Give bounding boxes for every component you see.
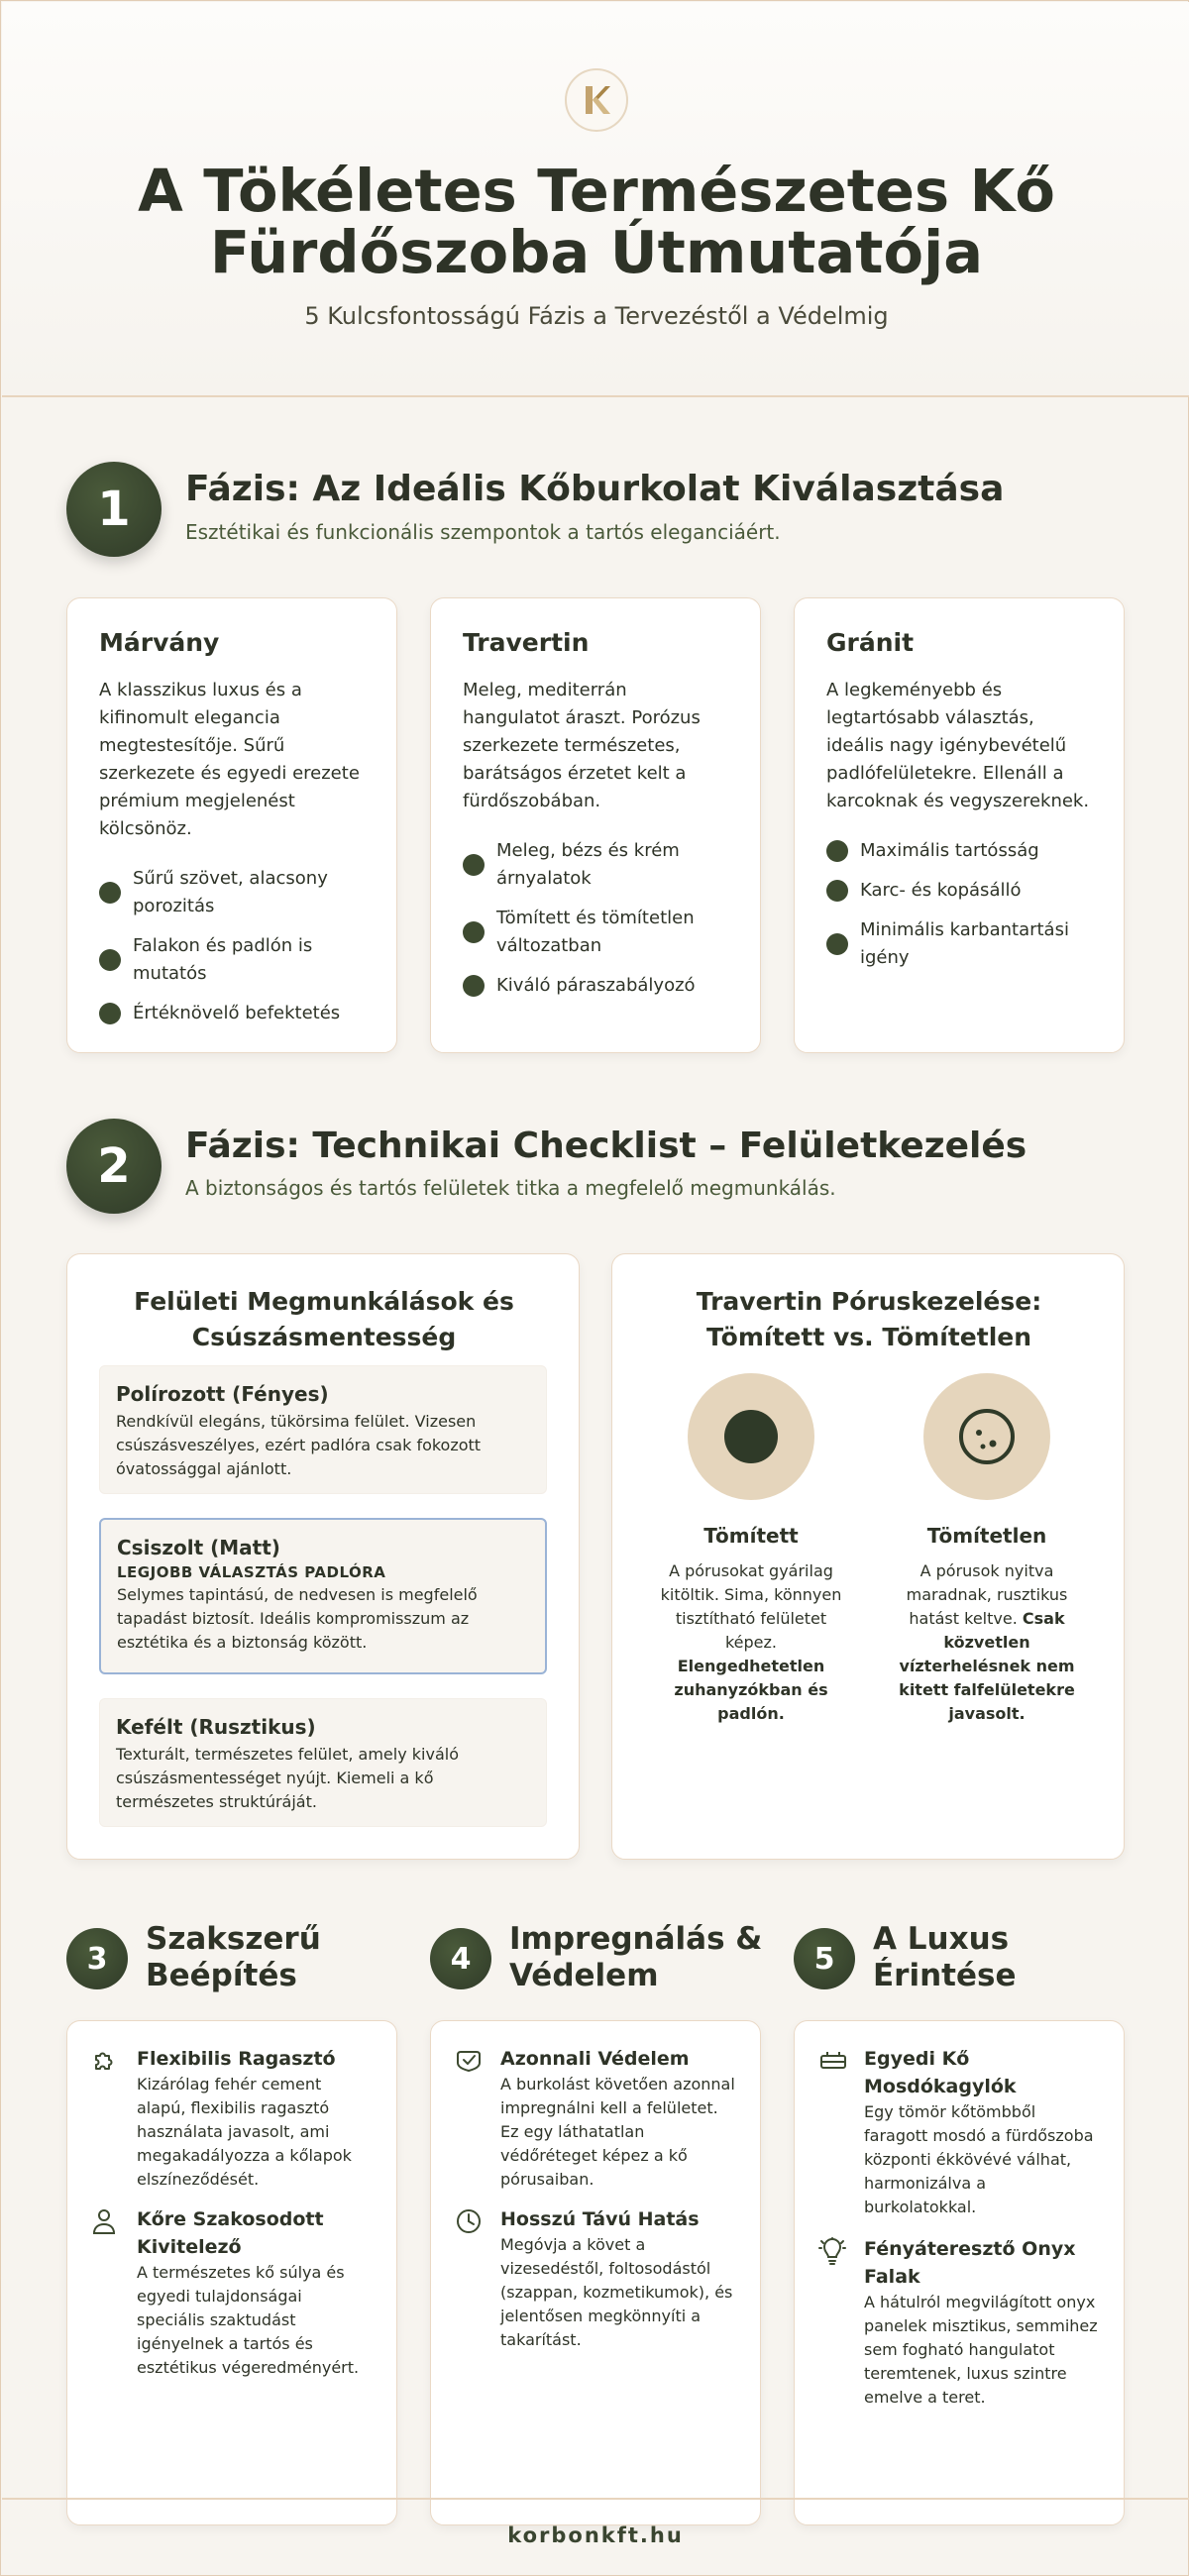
surface-finish-card — [66, 1253, 580, 1860]
phase4-title — [509, 1921, 762, 1994]
phase2-subtitle: A biztonságos és tartós felületek titka a megfelelő megmunkálás. — [185, 1176, 836, 1200]
finish-desc: Texturált, természetes felület, amely kiváló csúszásmentességet nyújt. Kiemeli a kő természetes struktúráját. — [116, 1745, 459, 1811]
pore-unsealed-desc — [888, 1559, 1086, 1726]
stone-card-title: Travertin — [463, 628, 590, 657]
finish-option-polished — [99, 1365, 547, 1494]
phase3-title — [146, 1921, 321, 1994]
lightbulb-icon — [818, 2235, 850, 2410]
surface-finish-title — [87, 1284, 561, 1355]
finish-desc: Rendkívül elegáns, tükörsima felület. Vizesen csúszásveszélyes, ezért padlóra csak fokozott óvatossággal ajánlott. — [116, 1412, 482, 1478]
pore-sealed-desc-bold: Elengedhetetlen zuhanyzókban és padlón. — [674, 1657, 828, 1723]
phase2-title: Fázis: Technikai Checklist – Felületkezelés — [185, 1126, 1027, 1166]
item-title: Flexibilis Ragasztó — [137, 2048, 336, 2070]
phase5-card — [794, 2020, 1125, 2525]
item-title: Hosszú Távú Hatás — [500, 2208, 700, 2230]
feature-text: Sűrű szövet, alacsony porozitás — [133, 868, 328, 916]
bullet-dot-icon — [826, 880, 848, 902]
feature-text: Minimális karbantartási igény — [860, 919, 1069, 968]
item-desc: Egy tömör kőtömbből faragott mosdó a fürdőszoba központi ékkövévé válhat, harmonizálva a burkolatokkal. — [864, 2102, 1094, 2216]
phase5-title-line1: A Luxus — [873, 1921, 1010, 1957]
stone-card-marble — [66, 597, 397, 1053]
phase1-subtitle: Esztétikai és funkcionális szempontok a tartós eleganciáért. — [185, 520, 781, 544]
sink-icon — [818, 2045, 850, 2219]
feature-text: Tömített és tömítetlen változatban — [496, 908, 695, 956]
item-desc: Kizárólag fehér cement alapú, flexibilis ragasztó használata javasolt, ami megakadályozza a kőlapok elszíneződését. — [137, 2075, 352, 2189]
finish-option-honed — [99, 1518, 547, 1674]
phase2-number-badge: 2 — [66, 1119, 162, 1214]
phase4-item-immediate — [455, 2045, 736, 2192]
feature-text: Meleg, bézs és krém árnyalatok — [496, 840, 680, 889]
pore-sealed-name: Tömített — [703, 1524, 799, 1548]
phase5-item-sink — [818, 2045, 1100, 2219]
finish-title: Kefélt (Rusztikus) — [116, 1715, 316, 1739]
stone-card-desc: A klasszikus luxus és a kifinomult elegancia megtestesítője. Sűrű szerkezete és egyedi erezete prémium megjelenést kölcsönöz. — [99, 680, 360, 839]
bullet-dot-icon — [99, 1003, 121, 1024]
finish-title: Csiszolt (Matt) — [117, 1536, 280, 1559]
phase5-title — [873, 1921, 1016, 1994]
finish-desc: Selymes tapintású, de nedvesen is megfelelő tapadást biztosít. Ideális kompromisszum az esztétika és a biztonság között. — [117, 1585, 478, 1652]
item-desc: Megóvja a követ a vizesedéstől, foltosodástól (szappan, kozmetikumok), és jelentősen megkönnyíti a takarítást. — [500, 2235, 733, 2349]
item-title: Fényáteresztő Onyx Falak — [864, 2238, 1076, 2288]
user-icon — [91, 2205, 123, 2380]
phase4-item-longterm — [455, 2205, 736, 2352]
bullet-dot-icon — [99, 949, 121, 971]
phase3-title-line2: Beépítés — [146, 1958, 297, 1993]
bullet-dot-icon — [463, 854, 485, 876]
finish-option-brushed — [99, 1698, 547, 1827]
phase4-title-line1: Impregnálás & — [509, 1921, 763, 1957]
phase5-number-badge: 5 — [794, 1928, 855, 1989]
item-desc: A hátulról megvilágított onyx panelek misztikus, semmihez sem fogható hangulatot teremtenek, luxus szintre emelve a teret. — [864, 2293, 1098, 2407]
stone-card-title: Gránit — [826, 628, 915, 657]
pore-card-title — [632, 1284, 1106, 1355]
bullet-dot-icon — [826, 933, 848, 955]
sealed-pore-icon — [688, 1373, 814, 1500]
phase3-card — [66, 2020, 397, 2525]
feature-item — [463, 972, 728, 1000]
pore-card-title-line2: Tömített vs. Tömítetlen — [705, 1323, 1032, 1351]
pore-unsealed-desc-text: A pórusok nyitva maradnak, rusztikus hatást keltve. — [906, 1561, 1068, 1628]
feature-item — [826, 837, 1092, 865]
surface-finish-title-line2: Csúszásmentesség — [191, 1323, 457, 1351]
page-title-line1: A Tökéletes Természetes Kő — [138, 157, 1055, 225]
pore-sealed-desc-text: A pórusokat gyárilag kitöltik. Sima, könnyen tisztítható felületet képez. — [660, 1561, 842, 1652]
bullet-dot-icon — [99, 882, 121, 904]
page-title-line2: Fürdőszoba Útmutatója — [209, 218, 984, 286]
feature-item — [463, 837, 728, 893]
finish-title: Polírozott (Fényes) — [116, 1382, 329, 1406]
unsealed-pore-icon — [923, 1373, 1050, 1500]
feature-text: Karc- és kopásálló — [860, 880, 1022, 901]
shield-check-icon — [455, 2045, 486, 2192]
bullet-dot-icon — [463, 921, 485, 943]
feature-item — [826, 877, 1092, 905]
page-subtitle: 5 Kulcsfontosságú Fázis a Tervezéstől a Védelmig — [304, 302, 889, 330]
page-title — [61, 157, 1132, 286]
stone-card-desc: A legkeményebb és legtartósabb választás, ideális nagy igénybevételű padlófelületekre. Ellenáll a karcoknak és vegyszereknek. — [826, 680, 1090, 811]
phase3-number-badge: 3 — [66, 1928, 128, 1989]
item-title: Kőre Szakosodott Kivitelező — [137, 2208, 324, 2258]
travertine-pore-card — [611, 1253, 1125, 1860]
feature-item — [463, 905, 728, 960]
item-desc: A természetes kő súlya és egyedi tulajdonságai speciális szaktudást igényelnek a tartós és esztétikus végeredményért. — [137, 2263, 360, 2377]
k-logo-icon — [565, 68, 628, 132]
feature-text: Maximális tartósság — [860, 840, 1039, 861]
phase4-title-line2: Védelem — [509, 1958, 659, 1993]
phase1-number-badge: 1 — [66, 462, 162, 557]
pore-unsealed-desc-bold: Csak közvetlen vízterhelésnek nem kitett falfelületekre javasolt. — [899, 1609, 1075, 1723]
phase3-item-adhesive — [91, 2045, 373, 2192]
item-title: Azonnali Védelem — [500, 2048, 690, 2070]
phase3-item-installer — [91, 2205, 373, 2380]
feature-item — [99, 932, 365, 988]
footer-divider — [2, 2498, 1189, 2500]
bullet-dot-icon — [826, 840, 848, 862]
page-header — [2, 2, 1189, 397]
stone-card-granite — [794, 597, 1125, 1053]
clock-icon — [455, 2205, 486, 2352]
phase5-title-line2: Érintése — [873, 1958, 1017, 1993]
item-title: Egyedi Kő Mosdókagylók — [864, 2048, 1017, 2097]
feature-item — [99, 1000, 365, 1027]
pore-unsealed — [888, 1373, 1086, 1726]
surface-finish-title-line1: Felületi Megmunkálások és — [134, 1287, 514, 1316]
stone-card-desc: Meleg, mediterrán hangulatot áraszt. Porózus szerkezete természetes, barátságos érzetet kelt a fürdőszobában. — [463, 680, 701, 811]
pore-sealed — [652, 1373, 850, 1726]
item-desc: A burkolást követően azonnal impregnálni kell a felületet. Ez egy láthatatlan védőréteget képez a kő pórusaiban. — [500, 2075, 735, 2189]
pore-unsealed-name: Tömítetlen — [926, 1524, 1047, 1548]
phase1-title: Fázis: Az Ideális Kőburkolat Kiválasztása — [185, 469, 1005, 509]
stone-card-title: Márvány — [99, 628, 220, 657]
feature-text: Falakon és padlón is mutatós — [133, 935, 313, 984]
feature-item — [826, 916, 1092, 972]
phase3-title-line1: Szakszerű — [146, 1921, 321, 1957]
footer-website: korbonkft.hu — [507, 2523, 684, 2547]
feature-text: Értéknövelő befektetés — [133, 1003, 341, 1023]
puzzle-icon — [91, 2045, 123, 2192]
bullet-dot-icon — [463, 975, 485, 997]
pore-card-title-line1: Travertin Póruskezelése: — [696, 1287, 1042, 1316]
phase5-item-onyx — [818, 2235, 1100, 2410]
pore-sealed-desc — [652, 1559, 850, 1726]
best-choice-tag: LEGJOBB VÁLASZTÁS PADLÓRA — [117, 1563, 386, 1581]
phase4-card — [430, 2020, 761, 2525]
feature-text: Kiváló páraszabályozó — [496, 975, 696, 996]
feature-item — [99, 865, 365, 920]
phase4-number-badge: 4 — [430, 1928, 491, 1989]
stone-card-travertine — [430, 597, 761, 1053]
